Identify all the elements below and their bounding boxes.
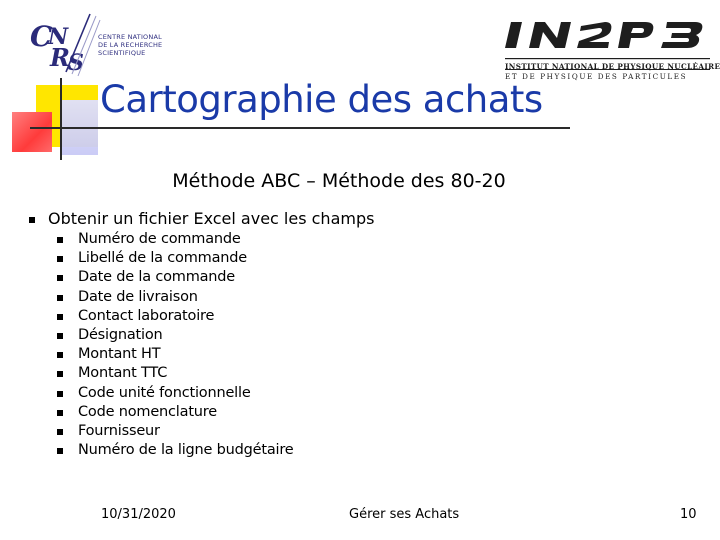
field-label: Fournisseur bbox=[78, 422, 160, 439]
square-bullet-icon bbox=[57, 352, 63, 358]
square-bullet-icon bbox=[57, 448, 63, 454]
page-number: 10 bbox=[680, 507, 697, 522]
deco-vertical-line bbox=[60, 78, 62, 160]
cnrs-line-3: SCIENTIFIQUE bbox=[98, 49, 146, 57]
field-label: Libellé de la commande bbox=[78, 250, 247, 267]
svg-text:S: S bbox=[68, 50, 84, 76]
in2p3-subtitle-2: ET DE PHYSIQUE DES PARTICULES bbox=[505, 72, 688, 81]
field-label: Code nomenclature bbox=[78, 403, 217, 420]
field-label: Numéro de la ligne budgétaire bbox=[78, 442, 294, 459]
square-bullet-icon bbox=[57, 295, 63, 301]
field-label: Date de la commande bbox=[78, 269, 236, 286]
square-bullet-icon bbox=[57, 371, 63, 377]
cnrs-line-2: DE LA RECHERCHE bbox=[98, 41, 163, 49]
field-label: Montant TTC bbox=[78, 365, 168, 382]
square-bullet-icon bbox=[57, 333, 63, 339]
square-bullet-icon bbox=[57, 410, 63, 416]
square-bullet-icon bbox=[57, 314, 63, 320]
slide-subtitle: Méthode ABC – Méthode des 80-20 bbox=[172, 170, 506, 192]
cnrs-line-1: CENTRE NATIONAL bbox=[98, 33, 162, 41]
svg-text:N: N bbox=[48, 24, 69, 50]
square-bullet-icon bbox=[57, 275, 63, 281]
svg-text:R: R bbox=[50, 43, 70, 72]
cnrs-logo-text bbox=[98, 33, 162, 57]
field-label: Code unité fonctionnelle bbox=[78, 384, 251, 401]
footer-title: Gérer ses Achats bbox=[349, 507, 460, 522]
field-label: Date de livraison bbox=[78, 288, 198, 305]
deco-horizontal-line bbox=[30, 127, 570, 129]
square-bullet-icon bbox=[57, 391, 63, 397]
field-label: Contact laboratoire bbox=[78, 307, 215, 324]
field-label: Numéro de commande bbox=[78, 231, 241, 247]
field-label: Désignation bbox=[78, 326, 163, 343]
slide-title: Cartographie des achats bbox=[100, 78, 543, 121]
square-bullet-icon bbox=[57, 237, 63, 243]
main-bullet-text: Obtenir un fichier Excel avec les champs bbox=[48, 209, 375, 228]
square-bullet-icon bbox=[57, 429, 63, 435]
square-bullet-icon bbox=[57, 256, 63, 262]
svg-text:C: C bbox=[30, 20, 53, 53]
footer-date: 10/31/2020 bbox=[101, 507, 176, 522]
in2p3-subtitle-1: INSTITUT NATIONAL DE PHYSIQUE NUCLÉAIRE bbox=[505, 62, 720, 71]
field-label: Montant HT bbox=[78, 346, 161, 363]
deco-red-square bbox=[12, 112, 52, 152]
square-bullet-icon bbox=[29, 217, 35, 223]
